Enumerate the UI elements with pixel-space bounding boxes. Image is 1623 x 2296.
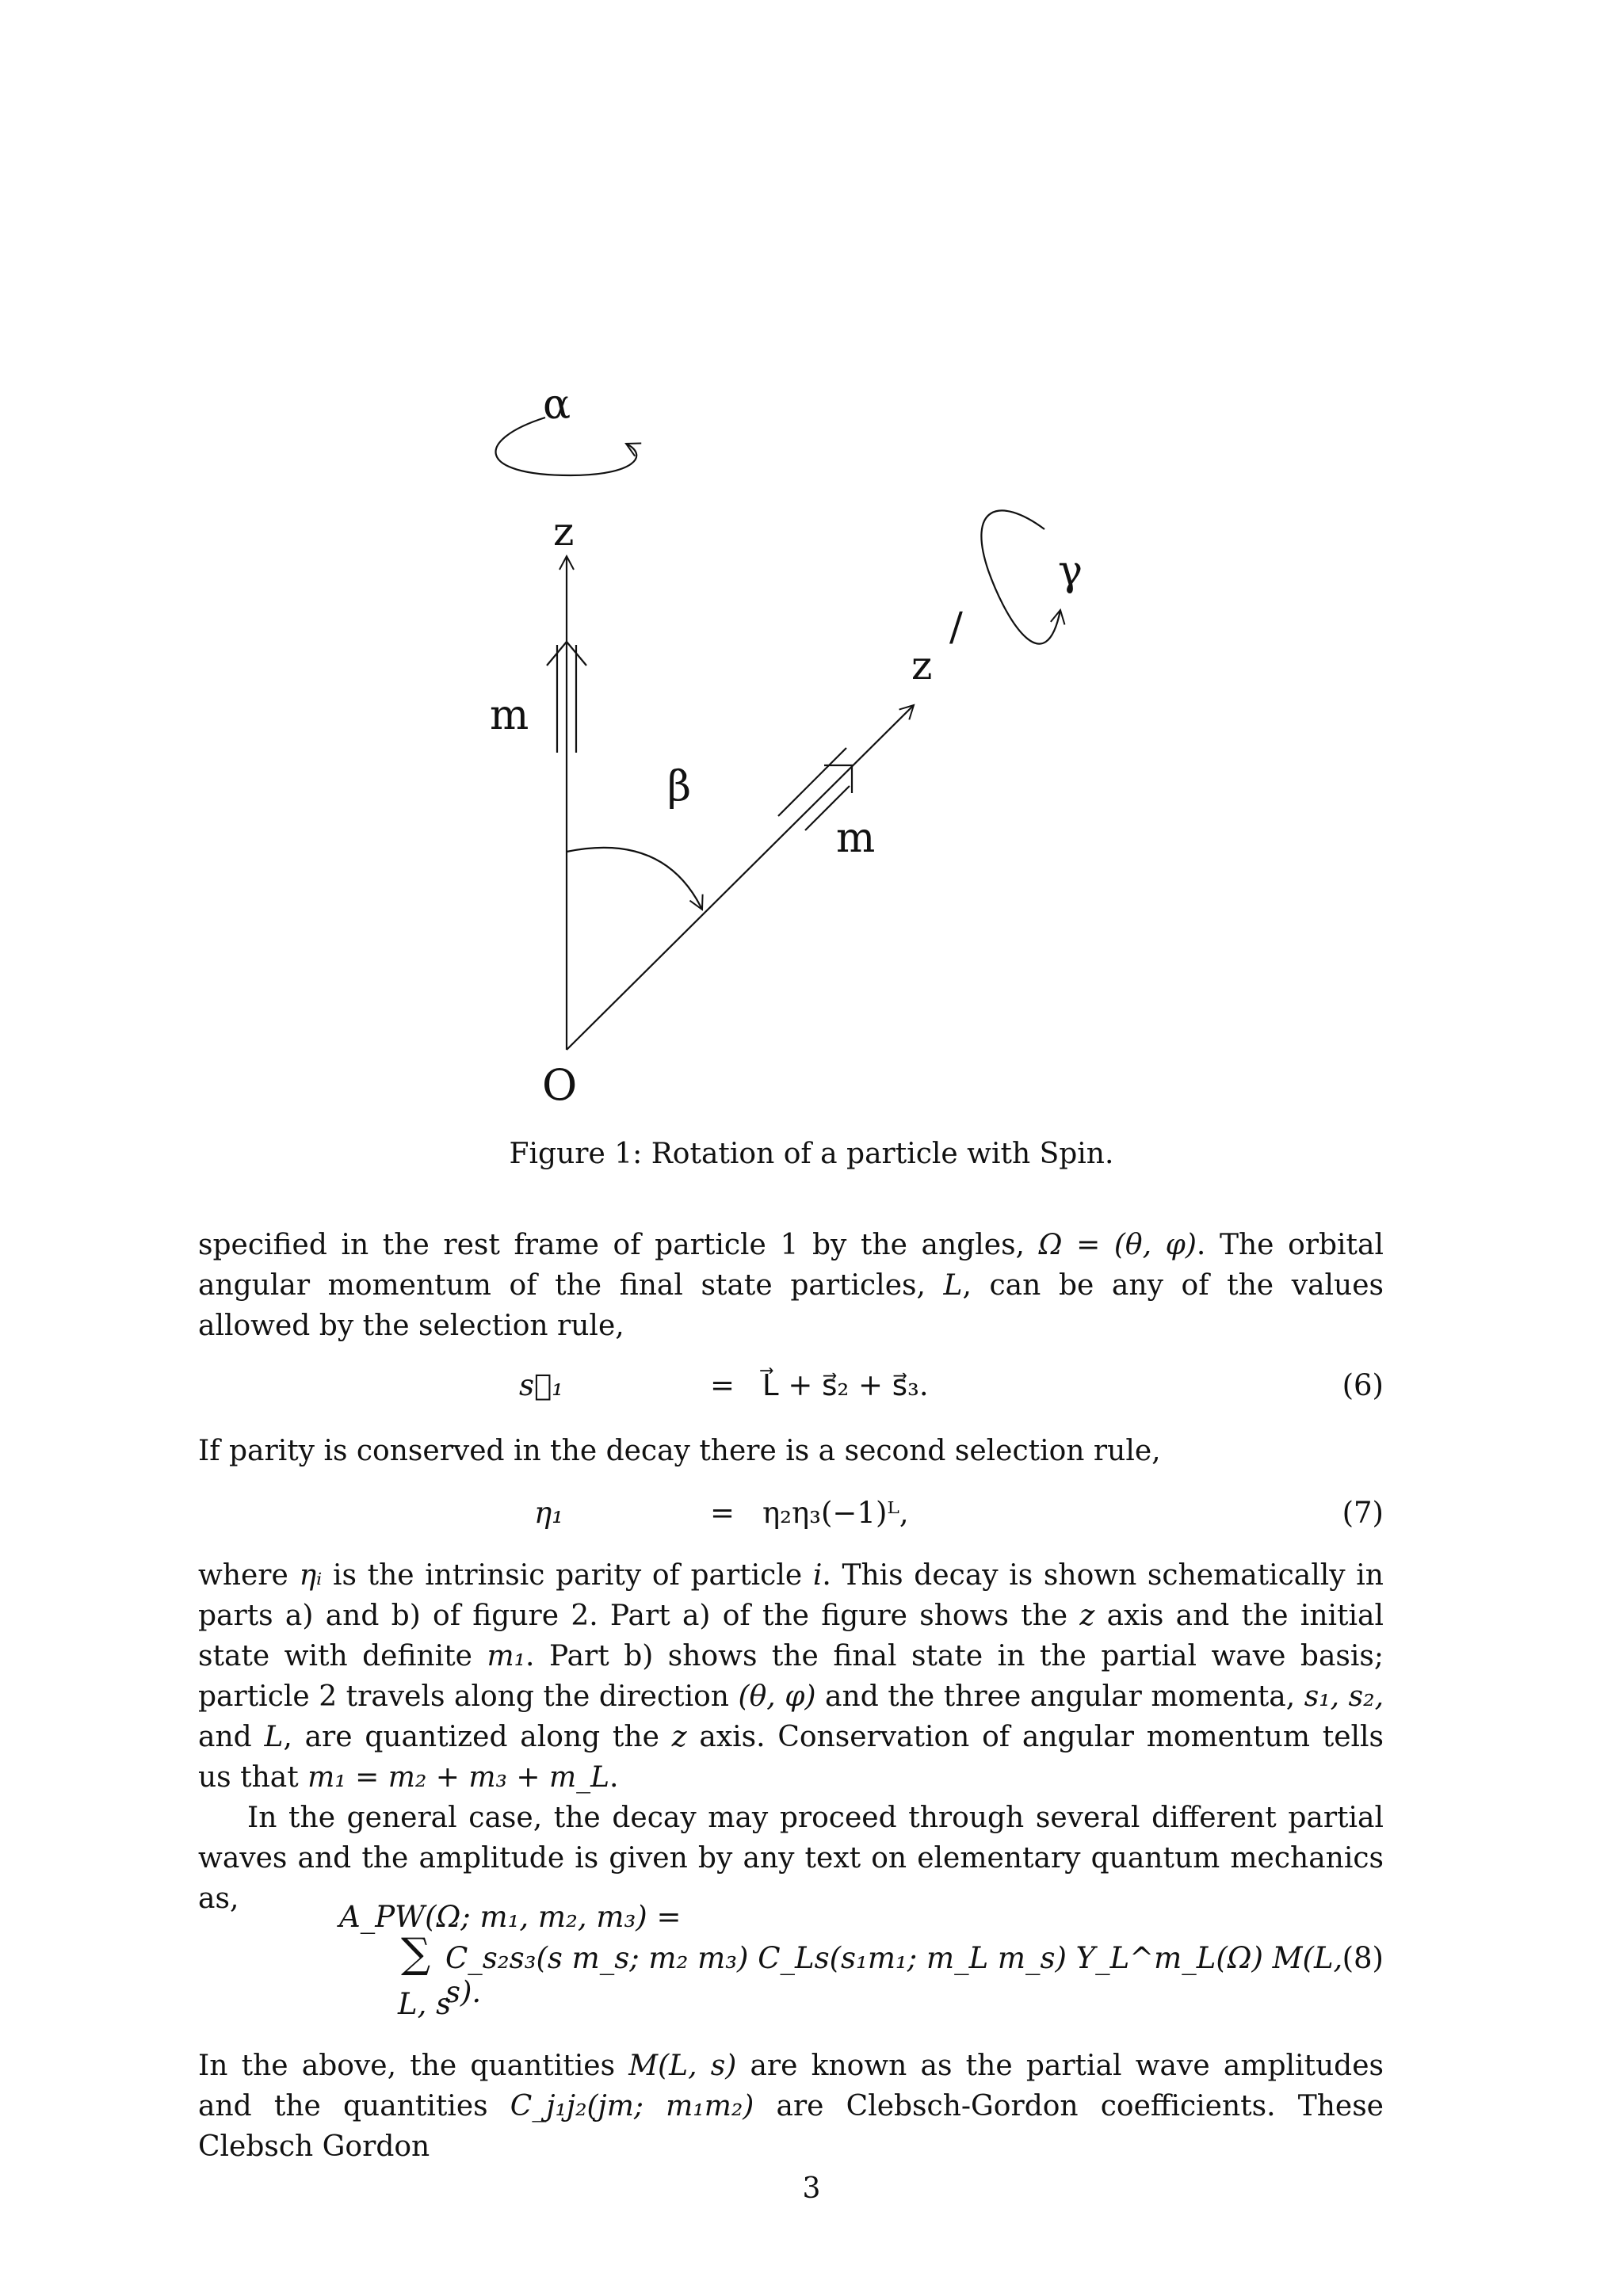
m-left-label: m: [490, 692, 529, 739]
gamma-arc: [981, 510, 1060, 643]
origin-label: O: [542, 1060, 578, 1110]
rotation-figure: [0, 0, 1623, 1125]
paragraph-2: If parity is conserved in the decay there is a second selection rule,: [198, 1435, 1161, 1467]
equation-7-number: (7): [1342, 1496, 1384, 1530]
beta-label: β: [667, 763, 692, 810]
alpha-label: α: [543, 381, 571, 429]
equation-6-number: (6): [1342, 1368, 1384, 1402]
z-prime-axis: [567, 705, 914, 1050]
z-prime-label: z: [911, 643, 933, 688]
equation-7: η₁ = η₂η₃(−1)ᴸ, (7): [534, 1496, 1384, 1530]
paper-page: α z m β z / γ m O Figure 1: Rotation of a particle with Spin. specified in the rest frame of particle 1 by the angles, Ω = (θ, φ). The orbital angular momentum of the final state particles, L, can be any of the values allowed by the selection rule, s⃗₁ = L⃗ + s⃗₂ + s⃗₃. (6) If parity is conserved in the decay there is a second selection rule, η₁ = η₂η₃(−1)ᴸ, (7) where ηᵢ is the intrinsic parity of particle i. This decay is shown schematically in parts a) and b) of figure 2. Part a) of the figure shows the z axis and the initial state with definite m₁. Part b) shows the final state in the partial wave basis; particle 2 travels along the direction (θ, φ) and the three angular momenta, s₁, s₂, and L, are quantized along the z axis. Conservation of angular momentum tells us that m₁ = m₂ + m₃ + m_L. In the general case, the decay may proceed through several different partial waves and the amplitude is given by any text on elementary quantum mechanics as, A_PW(Ω; m₁, m₂, m₃) = ∑ C_s₂s₃(s m_s; m₂ m₃) C_Ls(s₁m₁; m_L m_s) Y_L^m_L(Ω) M(L, s). L, s (8) In the above, the quantities M(L, s) are known as the partial wave amplitudes and the quantities C_j₁j₂(jm; m₁m₂) are Clebsch-Gordon coefficients. These Clebsch Gordon 3: [0, 0, 1623, 2296]
m-right-label: m: [836, 814, 876, 862]
equation-8-number: (8): [1342, 1941, 1384, 1975]
page-number: 3: [802, 2172, 821, 2205]
paragraph-4: In the general case, the decay may proceed through several different partial waves and the amplitude is given by any text on elementary quantum mechanics as,: [198, 1802, 1384, 1915]
paragraph-1: specified in the rest frame of particle 1 by the angles, Ω = (θ, φ). The orbital angular momentum of the final state particles, L, can be any of the values allowed by the selection rule,: [198, 1229, 1384, 1342]
beta-arc: [567, 848, 702, 910]
z-label: z: [553, 509, 575, 555]
equation-6: s⃗₁ = L⃗ + s⃗₂ + s⃗₃. (6): [518, 1368, 1384, 1402]
paragraph-5: In the above, the quantities M(L, s) are known as the partial wave amplitudes and the quantities C_j₁j₂(jm; m₁m₂) are Clebsch-Gordon coefficients. These Clebsch Gordon: [198, 2050, 1384, 2163]
gamma-label: γ: [1058, 547, 1083, 595]
figure-caption: Figure 1: Rotation of a particle with Spin.: [509, 1138, 1114, 1170]
paragraph-3: where ηᵢ is the intrinsic parity of particle i. This decay is shown schematically in parts a) and b) of figure 2. Part a) of the figure shows the z axis and the initial state with definite m₁. Part b) shows the final state in the partial wave basis; particle 2 travels along the direction (θ, φ) and the three angular momenta, s₁, s₂, and L, are quantized along the z axis. Conservation of angular momentum tells us that m₁ = m₂ + m₃ + m_L. In the general case, the decay may proceed through several different partial waves and the amplitude is given by any text on elementary quantum mechanics as,: [198, 1555, 1384, 1919]
prime-mark: /: [949, 604, 963, 650]
